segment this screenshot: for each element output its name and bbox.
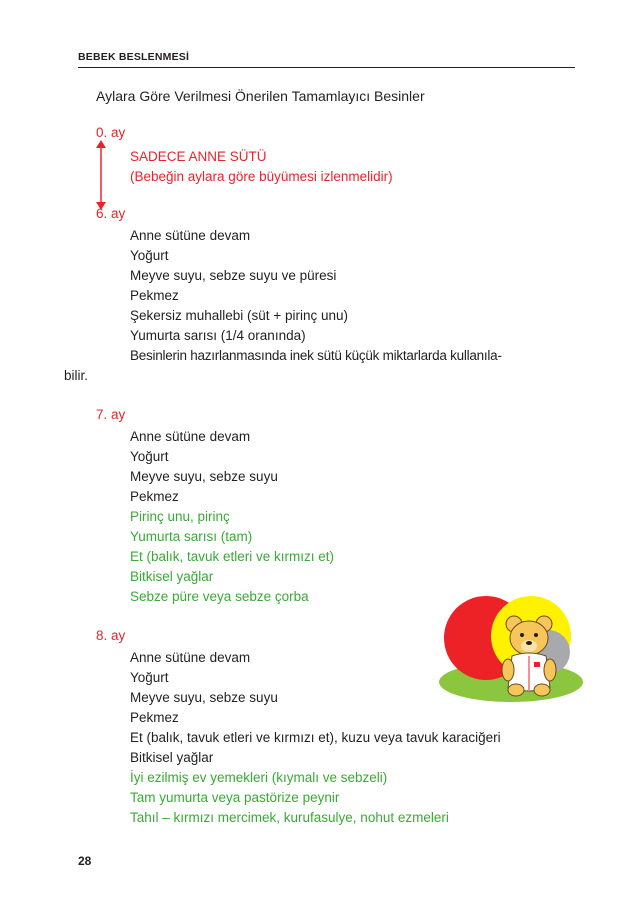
teddy-bear-illustration (436, 590, 586, 705)
list-item: Yoğurt (130, 670, 169, 685)
double-arrow-icon (94, 140, 108, 210)
list-item: Besinlerin hazırlanmasında inek sütü küçük miktarlarda kullanıla- (130, 348, 502, 363)
list-item: Et (balık, tavuk etleri ve kırmızı et) (130, 549, 335, 564)
running-header: BEBEK BESLENMESİ (78, 51, 190, 63)
list-item: Tahıl – kırmızı mercimek, kurufasulye, nohut ezmeleri (130, 810, 449, 825)
list-item: SADECE ANNE SÜTÜ (130, 149, 267, 164)
list-item: Bitkisel yağlar (130, 569, 214, 584)
list-item: Yumurta sarısı (1/4 oranında) (130, 328, 306, 343)
month-6-label: 6. ay (96, 206, 126, 221)
list-item: İyi ezilmiş ev yemekleri (kıymalı ve sebzeli) (130, 770, 388, 785)
list-item: Et (balık, tavuk etleri ve kırmızı et), kuzu veya tavuk karaciğeri (130, 730, 501, 745)
list-item: Anne sütüne devam (130, 650, 251, 665)
list-item: Şekersiz muhallebi (süt + pirinç unu) (130, 308, 348, 323)
list-item: Anne sütüne devam (130, 228, 251, 243)
page-number: 28 (78, 854, 92, 868)
month-8-label: 8. ay (96, 628, 126, 643)
list-item: Meyve suyu, sebze suyu (130, 469, 278, 484)
page-title: Aylara Göre Verilmesi Önerilen Tamamlayıcı Besinler (96, 88, 425, 104)
list-item: Pirinç unu, pirinç (130, 509, 230, 524)
list-item: Yumurta sarısı (tam) (130, 529, 253, 544)
list-item: Meyve suyu, sebze suyu (130, 690, 278, 705)
list-item-continuation: bilir. (64, 368, 89, 383)
list-item: Anne sütüne devam (130, 429, 251, 444)
list-item: Yoğurt (130, 248, 169, 263)
list-item: Meyve suyu, sebze suyu ve püresi (130, 268, 337, 283)
list-item: Pekmez (130, 288, 179, 303)
list-item: Sebze püre veya sebze çorba (130, 589, 309, 604)
list-item: Pekmez (130, 489, 179, 504)
list-item: (Bebeğin aylara göre büyümesi izlenmelidir) (130, 169, 393, 184)
header-rule (78, 67, 575, 68)
month-0-label: 0. ay (96, 125, 126, 140)
list-item: Pekmez (130, 710, 179, 725)
list-item: Bitkisel yağlar (130, 750, 214, 765)
list-item: Tam yumurta veya pastörize peynir (130, 790, 340, 805)
list-item: Yoğurt (130, 449, 169, 464)
month-7-label: 7. ay (96, 407, 126, 422)
